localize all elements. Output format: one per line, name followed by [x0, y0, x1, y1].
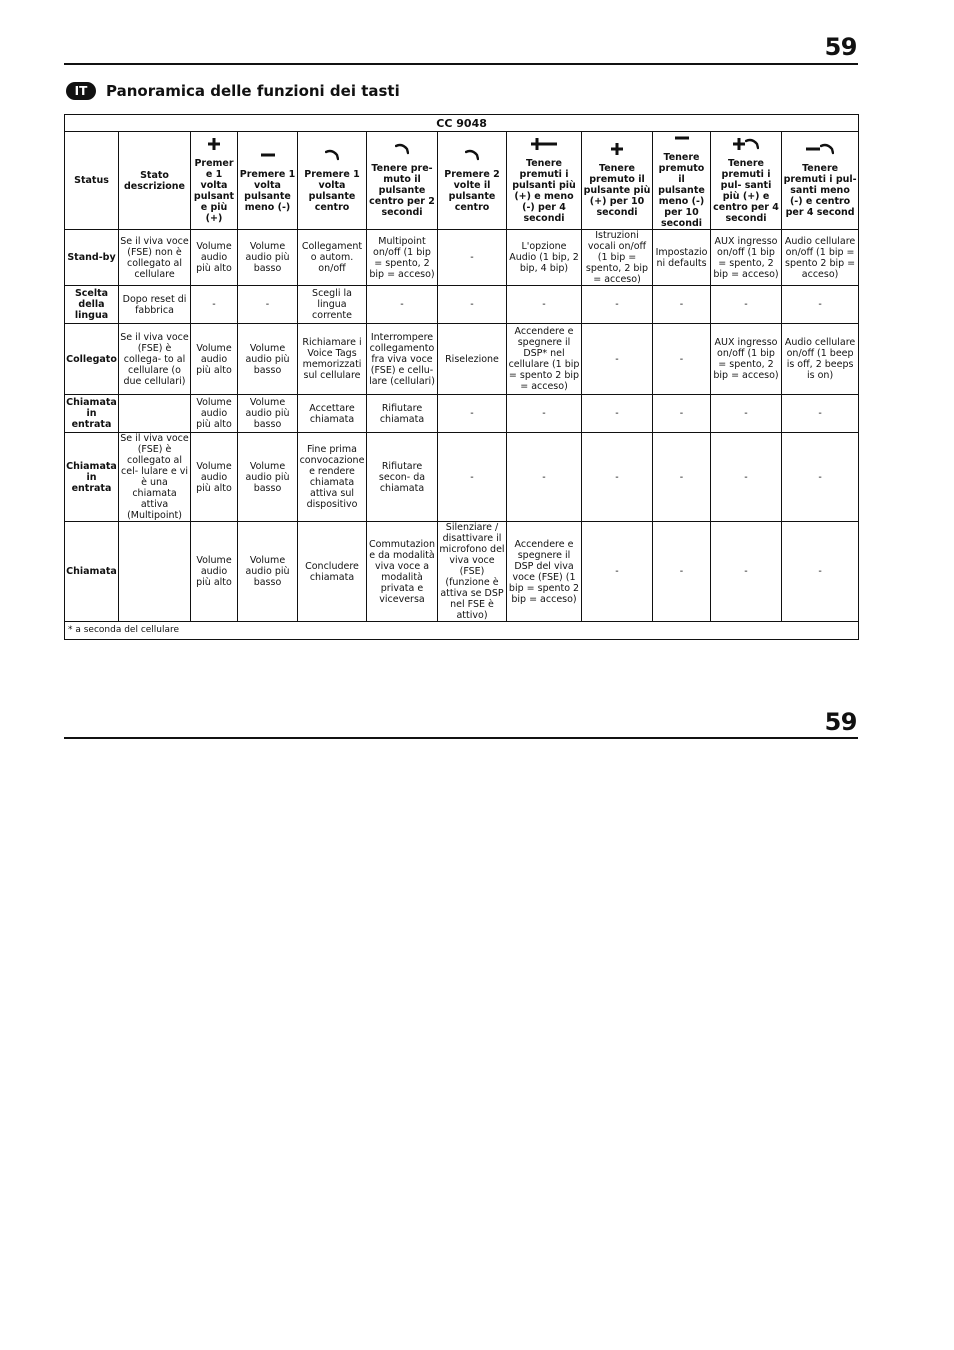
- table-cell: -: [438, 433, 507, 522]
- table-cell: Impostazioni defaults: [653, 230, 711, 286]
- table-cell: [119, 395, 191, 433]
- minus-call-icon: [783, 143, 857, 159]
- table-cell: -: [507, 395, 582, 433]
- table-cell: -: [653, 286, 711, 324]
- table-cell: -: [582, 522, 653, 622]
- column-header-label: Premere 2 volte il pulsante centro: [444, 168, 500, 213]
- table-cell: -: [507, 433, 582, 522]
- table-cell: -: [191, 286, 238, 324]
- table-cell: Audio cellulare on/off (1 beep is off, 2 beeps is on): [782, 324, 859, 395]
- column-header: [298, 132, 367, 230]
- table-cell: Scegli la lingua corrente: [298, 286, 367, 324]
- table-cell: Interrompere collegamento fra viva voce (FSE) e cellu- lare (cellulari): [367, 324, 438, 395]
- table-cell: -: [711, 286, 782, 324]
- section-title: Panoramica delle funzioni dei tasti: [106, 82, 400, 100]
- header-rule: [64, 63, 858, 65]
- table-cell: -: [438, 286, 507, 324]
- section-heading: [66, 82, 400, 100]
- table-cell: -: [711, 395, 782, 433]
- plus-minus-icon: [508, 138, 580, 154]
- table-cell: -: [653, 395, 711, 433]
- row-label: Scelta della lingua: [65, 286, 119, 324]
- table-cell: -: [653, 522, 711, 622]
- row-label: Chiamata in entrata: [65, 433, 119, 522]
- column-header: [711, 132, 782, 230]
- table-cell: Collegamento autom. on/off: [298, 230, 367, 286]
- model-header: CC 9048: [65, 115, 859, 132]
- table-cell: Volume audio più basso: [238, 395, 298, 433]
- row-label: Collegato: [65, 324, 119, 395]
- table-cell: Accendere e spegnere il DSP* nel cellulare (1 bip = spento 2 bip = acceso): [507, 324, 582, 395]
- footer-rule: [64, 737, 858, 739]
- table-cell: Rifiutare chiamata: [367, 395, 438, 433]
- column-header-label: Tenere premuto il pulsante meno (-) per 10 secondi: [658, 152, 705, 229]
- table-cell: -: [507, 286, 582, 324]
- table-cell: Rifiutare secon- da chiamata: [367, 433, 438, 522]
- table-cell: -: [438, 395, 507, 433]
- call-icon: [299, 149, 365, 165]
- table-cell: -: [582, 433, 653, 522]
- function-table: [64, 114, 859, 640]
- table-cell: -: [653, 433, 711, 522]
- column-header-label: Premere 1 volta pulsante meno (-): [239, 168, 296, 213]
- table-cell: Fine prima convocazione e rendere chiamata attiva sul dispositivo: [298, 433, 367, 522]
- row-label: Chiamata in entrata: [65, 395, 119, 433]
- column-header-label: Stato descrizione: [124, 169, 185, 192]
- column-header: [191, 132, 238, 230]
- page-number-bottom: 59: [824, 708, 857, 736]
- column-header: [782, 132, 859, 230]
- table-cell: Riselezione: [438, 324, 507, 395]
- table-cell: Multipoint on/off (1 bip = spento, 2 bip = acceso): [367, 230, 438, 286]
- column-header: [367, 132, 438, 230]
- table-cell: Volume audio più basso: [238, 433, 298, 522]
- column-header-label: Tenere premuti i pul- santi meno (-) e centro per 4 second: [783, 163, 857, 218]
- table-cell: -: [711, 522, 782, 622]
- table-cell: Volume audio più alto: [191, 395, 238, 433]
- table-cell: L'opzione Audio (1 bip, 2 bip, 4 bip): [507, 230, 582, 286]
- table-cell: Volume audio più alto: [191, 230, 238, 286]
- plus-icon: [583, 143, 651, 159]
- table-cell: -: [582, 395, 653, 433]
- table-cell: -: [711, 433, 782, 522]
- table-cell: Accettare chiamata: [298, 395, 367, 433]
- table-cell: -: [438, 230, 507, 286]
- minus-icon: [654, 132, 709, 148]
- table-row: [65, 230, 859, 286]
- table-cell: Dopo reset di fabbrica: [119, 286, 191, 324]
- call-icon: [368, 143, 436, 159]
- language-badge: IT: [66, 82, 96, 100]
- column-header-label: Status: [74, 175, 109, 186]
- plus-icon: [192, 138, 236, 154]
- table-cell: -: [782, 286, 859, 324]
- table-cell: Se il viva voce (FSE) è collegato al cel- lulare e vi è una chiamata attiva (Multipoint): [120, 433, 189, 521]
- table-cell: Volume audio più basso: [238, 324, 298, 395]
- column-header: [582, 132, 653, 230]
- table-cell: -: [582, 324, 653, 395]
- table-cell: Accendere e spegnere il DSP del viva voce (FSE) (1 bip = spento 2 bip = acceso): [507, 522, 582, 622]
- table-cell: Silenziare / disattivare il microfono del viva voce (FSE) (funzione è attiva se DSP nel FSE è attivo): [439, 522, 505, 621]
- table-row: [65, 395, 859, 433]
- table-cell: Volume audio più basso: [238, 522, 298, 622]
- column-header-label: Tenere premuto il pulsante più (+) per 10 secondi: [583, 163, 651, 218]
- table-cell: Volume audio più alto: [191, 433, 238, 522]
- column-header-label: Tenere premuti i pul- santi più (+) e centro per 4 secondi: [713, 157, 779, 224]
- footnote: * a seconda del cellulare: [65, 622, 859, 640]
- table-cell: -: [238, 286, 298, 324]
- table-row: [65, 522, 859, 622]
- table-cell: Volume audio più alto: [191, 324, 238, 395]
- table-cell: -: [653, 324, 711, 395]
- column-header-label: Premere 1 volta pulsante centro: [304, 168, 360, 213]
- column-header: [507, 132, 582, 230]
- column-header: [653, 132, 711, 230]
- column-header: [438, 132, 507, 230]
- column-header-label: Premere 1 volta pulsante più (+): [193, 157, 235, 224]
- table-cell: Richiamare i Voice Tags memorizzati sul cellulare: [298, 324, 367, 395]
- table-cell: AUX ingresso on/off (1 bip = spento, 2 bip = acceso): [711, 324, 782, 395]
- table-row: [65, 286, 859, 324]
- plus-call-icon: [712, 138, 780, 154]
- table-cell: Commutazione da modalità viva voce a modalità privata e viceversa: [367, 522, 438, 622]
- table-cell: [119, 522, 191, 622]
- table-row: [65, 324, 859, 395]
- row-label: Stand-by: [65, 230, 119, 286]
- table-cell: AUX ingresso on/off (1 bip = spento, 2 bip = acceso): [711, 230, 782, 286]
- table-cell: Istruzioni vocali on/off (1 bip = spento, 2 bip = acceso): [582, 230, 653, 286]
- table-cell: -: [782, 433, 859, 522]
- table-cell: Se il viva voce (FSE) non è collegato al cellulare: [119, 230, 191, 286]
- minus-icon: [239, 149, 296, 165]
- table-cell: Concludere chiamata: [298, 522, 367, 622]
- column-header-label: Tenere pre- muto il pulsante centro per 2 secondi: [369, 163, 435, 218]
- table-cell: -: [782, 522, 859, 622]
- table-cell: -: [582, 286, 653, 324]
- table-cell: Audio cellulare on/off (1 bip = spento 2 bip = acceso): [782, 230, 859, 286]
- table-cell: Se il viva voce (FSE) è collega- to al cellulare (o due cellulari): [119, 324, 191, 395]
- call-icon: [439, 149, 505, 165]
- page-number-top: 59: [824, 33, 857, 61]
- column-header-row: [65, 132, 859, 230]
- column-header: [238, 132, 298, 230]
- column-header-label: Tenere premuti i pulsanti più (+) e meno (-) per 4 secondi: [512, 157, 576, 224]
- table-cell: -: [782, 395, 859, 433]
- table-cell: -: [367, 286, 438, 324]
- table-cell: Volume audio più basso: [238, 230, 298, 286]
- table-cell: Volume audio più alto: [191, 522, 238, 622]
- column-header: [119, 132, 191, 230]
- row-label: Chiamata: [65, 522, 119, 622]
- table-row: [65, 433, 859, 522]
- column-header: [65, 132, 119, 230]
